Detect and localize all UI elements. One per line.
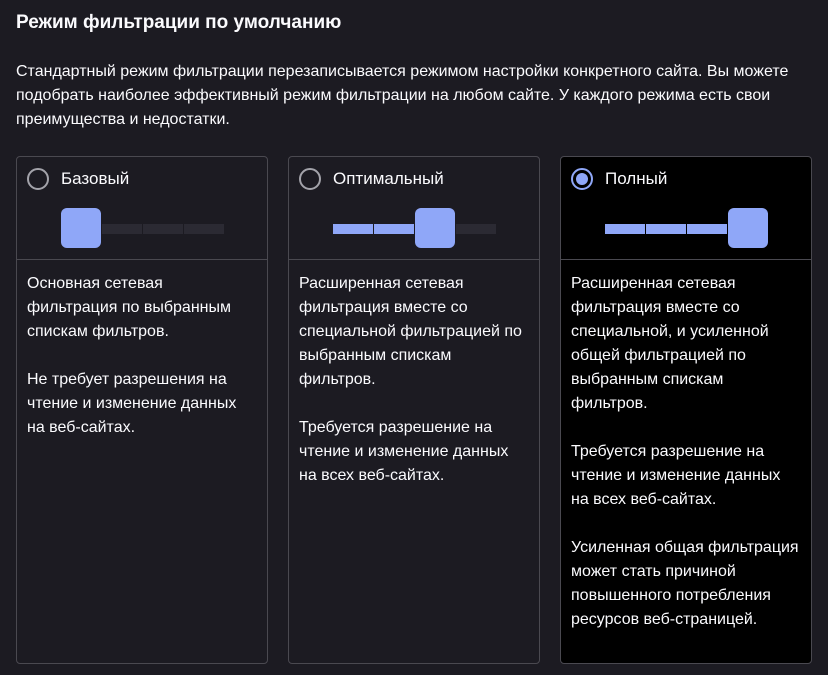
slider-knob (728, 208, 768, 248)
radio-button-complete[interactable] (571, 168, 593, 190)
filter-level-slider (333, 208, 497, 250)
slider-segment (374, 224, 414, 234)
slider-segment (143, 224, 183, 234)
slider-segment (646, 224, 686, 234)
page-title: Режим фильтрации по умолчанию (16, 12, 342, 33)
mode-label: Полный (605, 169, 668, 188)
mode-paragraph: Усиленная общая фильтрация может стать причиной повышенного потребления ресурсов веб-страницей. (571, 539, 799, 628)
mode-paragraph: Требуется разрешение на чтение и изменение данных на всех веб-сайтах. (299, 419, 509, 484)
mode-card-header (561, 157, 811, 260)
mode-card-optimal[interactable] (288, 156, 540, 664)
mode-paragraph: Расширенная сетевая фильтрация вместе со специальной, и усиленной общей фильтрацией по выбранным спискам фильтров. (571, 275, 769, 412)
mode-description (17, 260, 267, 440)
mode-card-basic[interactable] (16, 156, 268, 664)
slider-segment (687, 224, 727, 234)
radio-button-optimal[interactable] (299, 168, 321, 190)
mode-description (561, 260, 811, 632)
mode-description (289, 260, 539, 488)
mode-label: Базовый (61, 169, 130, 188)
page-description: Стандартный режим фильтрации перезаписывается режимом настройки конкретного сайта. Вы можете подобрать наиболее эффективный режим фильтрации на любом сайте. У каждого режима есть свои преимущества и недостатки. (16, 63, 789, 128)
mode-label: Оптимальный (333, 169, 444, 188)
mode-paragraph: Основная сетевая фильтрация по выбранным спискам фильтров. (27, 275, 231, 340)
slider-segment (605, 224, 645, 234)
radio-button-basic[interactable] (27, 168, 49, 190)
slider-knob (415, 208, 455, 248)
slider-segment (333, 224, 373, 234)
slider-segment (184, 224, 224, 234)
slider-segment (102, 224, 142, 234)
filter-level-slider (605, 208, 769, 250)
mode-paragraph: Не требует разрешения на чтение и изменение данных на веб-сайтах. (27, 371, 237, 436)
filter-level-slider (61, 208, 225, 250)
mode-paragraph: Расширенная сетевая фильтрация вместе со специальной фильтрацией по выбранным спискам фильтров. (299, 275, 522, 388)
mode-card-complete[interactable] (560, 156, 812, 664)
mode-card-header (17, 157, 267, 260)
mode-card-header (289, 157, 539, 260)
slider-knob (61, 208, 101, 248)
mode-paragraph: Требуется разрешение на чтение и изменение данных на всех веб-сайтах. (571, 443, 781, 508)
slider-segment (456, 224, 496, 234)
